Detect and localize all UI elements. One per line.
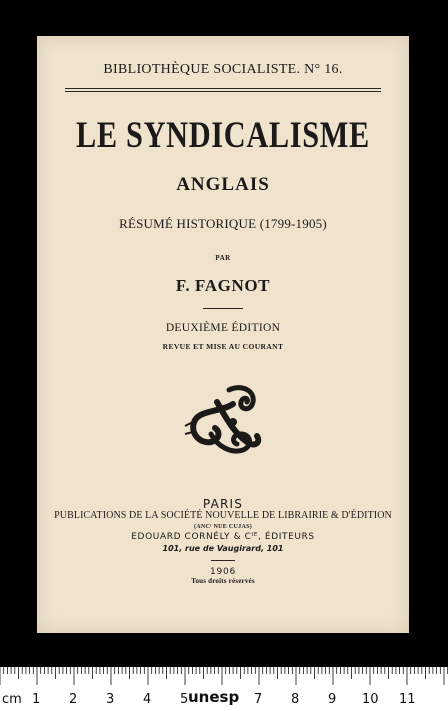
ruler-number: 10 <box>362 692 379 707</box>
ruler-number: 7 <box>254 692 263 707</box>
book-summary: RÉSUMÉ HISTORIQUE (1799-1905) <box>119 216 327 231</box>
series-heading: BIBLIOTHÈQUE SOCIALISTE. N° 16. <box>103 62 343 77</box>
edition-label: DEUXIÈME ÉDITION <box>165 322 281 334</box>
ruler-unit: cm <box>2 692 22 707</box>
book-title: LE SYNDICALISME <box>76 115 370 156</box>
revision-note: REVUE ET MISE AU COURANT <box>162 342 284 351</box>
unesp-logo: unesp <box>188 688 240 706</box>
ruler-number: 9 <box>328 692 337 707</box>
ruler-ticks <box>0 667 448 689</box>
document-page <box>37 36 409 633</box>
monogram-fleuron-icon <box>181 382 267 460</box>
author-divider <box>203 308 243 309</box>
ruler-number: 8 <box>291 692 300 707</box>
imprint-divider <box>211 560 235 561</box>
ruler-number: 1 <box>32 692 41 707</box>
publication-year: 1906 <box>209 567 237 577</box>
ruler-number: 11 <box>399 692 416 707</box>
author-name: F. FAGNOT <box>175 276 271 295</box>
by-label: PAR <box>215 254 231 262</box>
top-rule-double <box>65 91 381 92</box>
former-name: (ANCᵗ NUE CUJAS) <box>193 524 253 530</box>
ruler-number: 3 <box>106 692 115 707</box>
book-subtitle: ANGLAIS <box>176 174 270 195</box>
rights-notice: Tous droits réservés <box>191 577 255 585</box>
publisher-name: EDOUARD CORNÉLY & Cᴵᴱ, ÉDITEURS <box>131 532 315 542</box>
measurement-ruler <box>0 667 448 711</box>
publication-city: PARIS <box>202 497 244 511</box>
top-rule <box>65 88 381 89</box>
publisher-society: PUBLICATIONS DE LA SOCIÉTÉ NOUVELLE DE LIBRAIRIE & D'ÉDITION <box>54 510 392 521</box>
ruler-number: 5 <box>180 692 189 707</box>
publisher-address: 101, rue de Vaugirard, 101 <box>162 544 284 553</box>
ruler-number: 4 <box>143 692 152 707</box>
ruler-number: 2 <box>69 692 78 707</box>
